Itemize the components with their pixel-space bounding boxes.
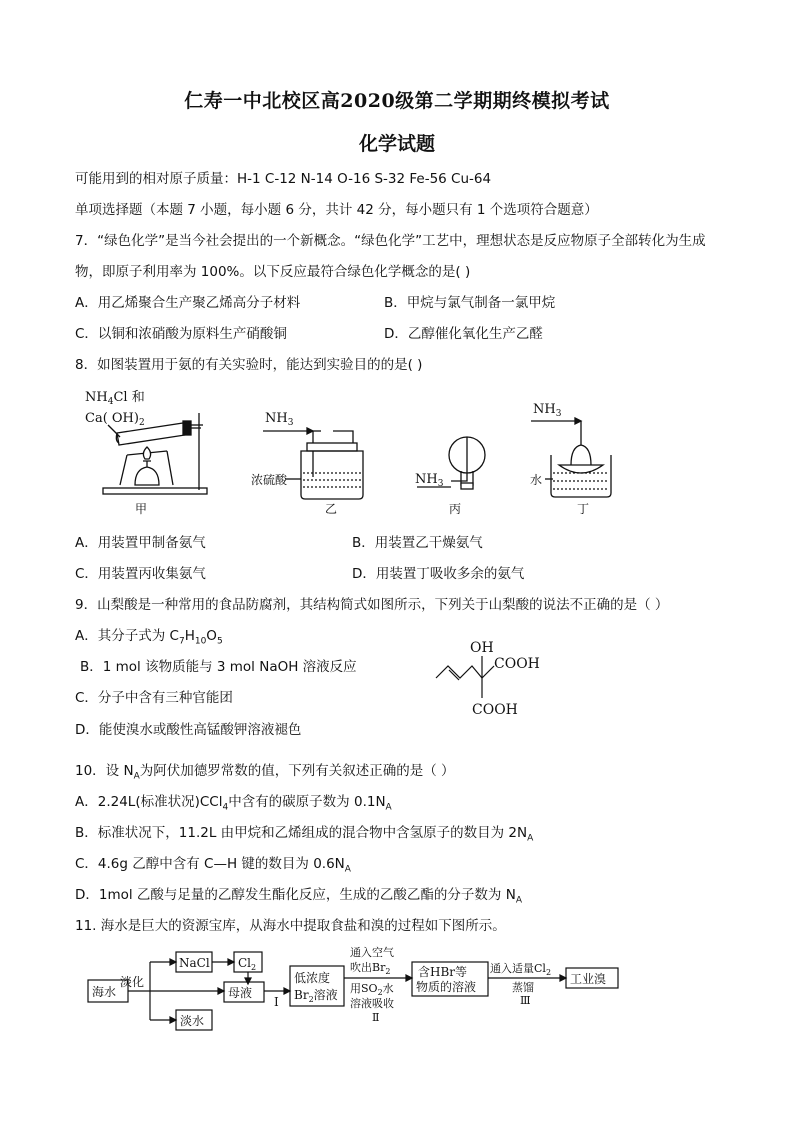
q7-stem-line2: 物，即原子利用率为 100%。以下反应最符合绿色化学概念的是( ) [75,264,471,280]
section-heading: 单项选择题（本题 7 小题，每小题 6 分，共计 42 分，每小题只有 1 个选项符合题意） [75,202,598,218]
flow-hbr-line1: 含HBr等 [418,965,468,979]
apparatus-ding [530,402,611,516]
q10-option-b: B．标准状况下，11.2L 由甲烷和乙烯组成的混合物中含氢原子的数目为 $2N_A$ [75,825,534,844]
q8-option-d: D．用装置丁吸收多余的氨气 [352,566,525,582]
flow-cl2: $Cl_2$ [238,956,257,972]
bromine-extraction-flowchart [80,944,640,1034]
q8-option-a: A．用装置甲制备氨气 [75,535,206,551]
q7-option-c: C．以铜和浓硝酸为原料生产硝酸铜 [75,326,287,342]
nh3-label-yi: $NH_3$ [265,411,294,428]
flow-step1: I [274,995,279,1009]
q7-stem-line1: 7．“绿色化学”是当今社会提出的一个新概念。“绿色化学”工艺中，理想状态是反应物原子全部转化为生成 [75,233,706,249]
label-ding: 丁 [577,502,590,516]
flow-so2-water: 用$SO_2$水 [350,982,394,997]
q9-option-b: B．1 mol 该物质能与 3 mol NaOH 溶液反应 [80,659,357,675]
flow-industrial-bromine: 工业溴 [570,972,607,986]
reagent-label-1: $NH_4Cl$ 和 [85,390,145,407]
q10-option-c: C．4.6g 乙醇中含有 C—H 键的数目为 $0.6N_A$ [75,856,351,875]
flow-mother-liquor: 母液 [228,986,253,1000]
cooh-group-2: COOH [472,702,518,718]
apparatus-jia [85,390,207,516]
flow-blow-br2: 吹出$Br_2$ [350,961,391,976]
cooh-group-1: COOH [494,656,540,672]
q7-option-a: A．用乙烯聚合生产聚乙烯高分子材料 [75,295,301,311]
apparatus-yi [251,411,363,516]
nh3-label-ding: $NH_3$ [533,402,562,419]
q8-option-c: C．用装置丙收集氨气 [75,566,206,582]
flow-br2-solution: $Br_2$溶液 [294,988,338,1004]
q9-option-a: A．其分子式为 $C_7H_{10}O_5$ [75,628,223,647]
water-label: 水 [530,473,543,487]
atomic-mass-line: 可能用到的相对原子质量：H-1 C-12 N-14 O-16 S-32 Fe-56 Cu-64 [75,171,492,187]
nh3-label-bing: $NH_3$ [415,472,444,489]
flow-low-conc: 低浓度 [294,971,331,985]
q9-option-c: C．分子中含有三种官能团 [75,690,233,706]
q7-option-d: D．乙醇催化氧化生产乙醛 [384,326,543,342]
label-bing: 丙 [449,502,462,516]
flow-desalination: 淡化 [120,975,145,989]
flow-hbr-line2: 物质的溶液 [416,980,477,994]
apparatus-bing [415,437,485,516]
conc-acid-label: 浓硫酸 [251,473,288,487]
label-yi: 乙 [325,502,338,516]
flow-air-in: 通入空气 [350,946,394,959]
q9-option-d: D．能使溴水或酸性高锰酸钾溶液褪色 [75,722,302,738]
reagent-label-2: Ca( $OH)_2$ [85,411,145,428]
q10-option-a: A．2.24L(标准状况)CCl$_4$中含有的碳原子数为 $0.1N_A$ [75,794,392,813]
q7-option-b: B．甲烷与氯气制备一氯甲烷 [384,295,556,311]
exam-subtitle: 化学试题 [358,133,435,155]
flow-seawater: 海水 [92,985,117,999]
flow-nacl: NaCl [179,956,210,970]
q8-apparatus-figure [75,385,635,520]
q9-stem: 9．山梨酸是一种常用的食品防腐剂，其结构简式如图所示，下列关于山梨酸的说法不正确的是（ ） [75,597,669,613]
flow-step3: Ⅲ [520,994,531,1007]
q8-stem: 8．如图装置用于氨的有关实验时，能达到实验目的的是( ) [75,357,423,373]
flow-cl2-in: 通入适量$Cl_2$ [490,962,552,977]
flow-step2: Ⅱ [372,1011,380,1024]
label-jia: 甲 [135,502,148,516]
flow-fresh-water: 淡水 [180,1014,205,1028]
sorbic-acid-structure [430,636,560,720]
q10-option-d: D．1mol 乙酸与足量的乙醇发生酯化反应，生成的乙酸乙酯的分子数为 $N_A$ [75,887,522,906]
flow-distill: 蒸馏 [512,981,534,994]
q8-option-b: B．用装置乙干燥氨气 [352,535,483,551]
q10-stem: 10．设 $N_A$为阿伏加德罗常数的值，下列有关叙述正确的是（ ） [75,763,455,782]
exam-title: 仁寿一中北校区高2020级第二学期期终模拟考试 [184,90,610,112]
q11-stem: 11. 海水是巨大的资源宝库，从海水中提取食盐和溴的过程如下图所示。 [75,918,506,934]
oh-group: OH [470,640,494,656]
flow-absorb: 溶液吸收 [350,997,394,1010]
